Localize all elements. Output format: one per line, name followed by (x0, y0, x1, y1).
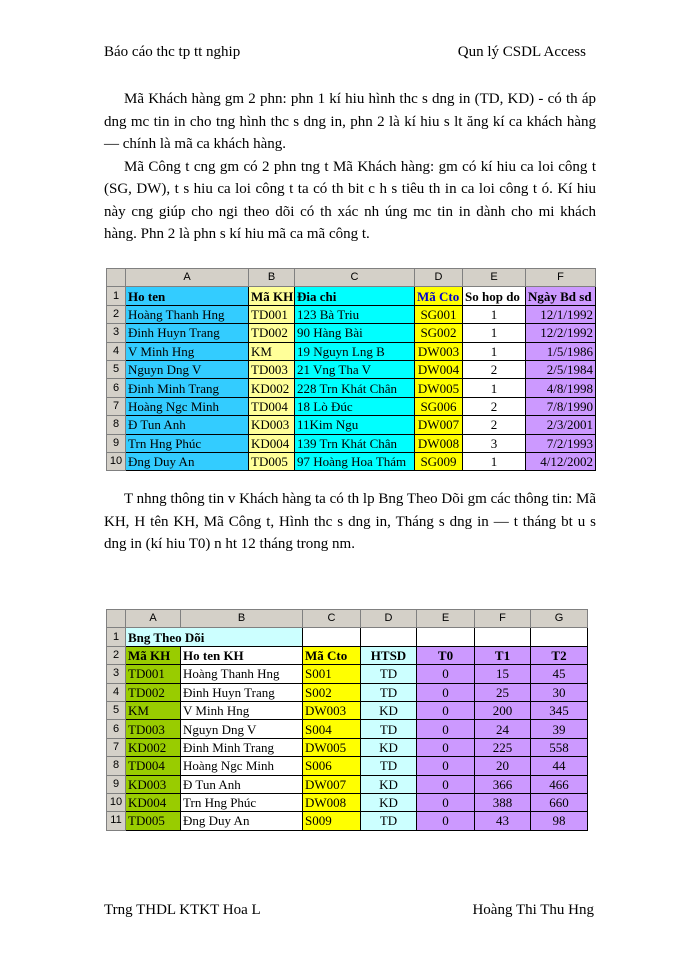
table-cell: 123 Bà Triu (295, 305, 415, 323)
table-cell: 24 (475, 720, 531, 738)
table-cell: TD002 (126, 683, 181, 701)
header-right: Qun lý CSDL Access (457, 44, 586, 60)
table-row (107, 757, 588, 775)
table-row (107, 775, 588, 793)
table-cell: KD002 (249, 379, 295, 397)
row-number: 4 (107, 342, 126, 360)
row-number: 8 (107, 757, 126, 775)
table-cell: Trn Hng Phúc (126, 434, 249, 452)
header-cell: Mã Cto (303, 646, 361, 664)
table-cell: KM (126, 701, 181, 719)
corner-cell (107, 269, 126, 287)
header-cell: Ðia chi (295, 287, 415, 305)
column-header-row (107, 610, 588, 628)
table-cell: 200 (475, 701, 531, 719)
table-cell: 0 (417, 775, 475, 793)
table-cell: Hoàng Ngc Minh (181, 757, 303, 775)
paragraph-tracking: T nhng thông tin v Khách hàng ta có th lp Bng Theo Dõi gm các thông tin: Mã KH, H tên KH, Mã Công t, Hình thc s dng in, Tháng s dng in — t tháng bt u s dng in (kí hiu T0) n ht 12 tháng trong nm. (104, 491, 596, 552)
column-letter: F (475, 610, 531, 628)
table-cell: 466 (531, 775, 588, 793)
table-cell: TD004 (249, 397, 295, 415)
corner-cell (107, 610, 126, 628)
row-number: 10 (107, 452, 126, 470)
table-cell: DW008 (303, 793, 361, 811)
header-row (107, 287, 596, 305)
table-cell: 15 (475, 665, 531, 683)
table-cell: 0 (417, 720, 475, 738)
header-cell: So hop do (463, 287, 526, 305)
row-number: 3 (107, 324, 126, 342)
table-cell: S006 (303, 757, 361, 775)
table-cell: KD004 (126, 793, 181, 811)
table-cell: 1 (463, 452, 526, 470)
header-row (107, 646, 588, 664)
row-number: 2 (107, 646, 126, 664)
table-cell: KD004 (249, 434, 295, 452)
table-cell: 90 Hàng Bài (295, 324, 415, 342)
table-cell: 2 (463, 397, 526, 415)
table-cell: V Minh Hng (181, 701, 303, 719)
header-cell: Ho ten KH (181, 646, 303, 664)
table-cell: 1/5/1986 (526, 342, 596, 360)
table-cell: Hoàng Thanh Hng (126, 305, 249, 323)
table-cell: 0 (417, 793, 475, 811)
table-cell: TD (361, 812, 417, 830)
page-footer (104, 902, 594, 922)
empty-cell (417, 628, 475, 646)
table-cell: S009 (303, 812, 361, 830)
table-cell: 660 (531, 793, 588, 811)
table-cell: 7/8/1990 (526, 397, 596, 415)
table-cell: DW005 (415, 379, 463, 397)
row-number: 2 (107, 305, 126, 323)
table-row (107, 360, 596, 378)
column-letter: G (531, 610, 588, 628)
table-cell: KD (361, 738, 417, 756)
table-row (107, 305, 596, 323)
row-number: 5 (107, 360, 126, 378)
table-row (107, 452, 596, 470)
table-cell: 30 (531, 683, 588, 701)
table-cell: 4/8/1998 (526, 379, 596, 397)
row-number: 7 (107, 397, 126, 415)
customer-sheet (106, 268, 596, 471)
table-cell: 20 (475, 757, 531, 775)
table-cell: TD (361, 683, 417, 701)
table-row (107, 434, 596, 452)
intro-paragraphs (104, 88, 596, 246)
table-cell: 4/12/2002 (526, 452, 596, 470)
table-cell: 1 (463, 305, 526, 323)
table-cell: 45 (531, 665, 588, 683)
column-letter: A (126, 269, 249, 287)
table-cell: 2/5/1984 (526, 360, 596, 378)
table-cell: Hoàng Ngc Minh (126, 397, 249, 415)
table-cell: 12/2/1992 (526, 324, 596, 342)
table-row (107, 379, 596, 397)
header-cell: HTSD (361, 646, 417, 664)
table-cell: Ðinh Huyn Trang (181, 683, 303, 701)
table-cell: 558 (531, 738, 588, 756)
title-row (107, 628, 588, 646)
table-cell: TD (361, 720, 417, 738)
table-cell: 228 Trn Khát Chân (295, 379, 415, 397)
table-row (107, 738, 588, 756)
table-cell: SG006 (415, 397, 463, 415)
table-cell: 366 (475, 775, 531, 793)
table-cell: DW004 (415, 360, 463, 378)
column-letter: B (181, 610, 303, 628)
table-row (107, 793, 588, 811)
table-cell: 98 (531, 812, 588, 830)
table-cell: 97 Hoàng Hoa Thám (295, 452, 415, 470)
table-cell: 1 (463, 379, 526, 397)
table-cell: V Minh Hng (126, 342, 249, 360)
empty-cell (475, 628, 531, 646)
column-header-row (107, 269, 596, 287)
header-cell: T1 (475, 646, 531, 664)
empty-cell (361, 628, 417, 646)
table-cell: DW008 (415, 434, 463, 452)
table-cell: 2 (463, 416, 526, 434)
header-cell: Mã Cto (415, 287, 463, 305)
table-cell: S001 (303, 665, 361, 683)
header-cell: T2 (531, 646, 588, 664)
table-row (107, 342, 596, 360)
paragraph-customer-code: Mã Khách hàng gm 2 phn: phn 1 kí hiu hình thc s dng in (TD, KD) - có th áp dng mc tin in cho tng hình thc s dng in, phn 2 là kí hiu s lt ăng kí ca khách hàng — chính là mã ca khách hàng. (104, 91, 596, 152)
table-cell: Nguyn Dng V (126, 360, 249, 378)
table-row (107, 683, 588, 701)
column-letter: E (417, 610, 475, 628)
table-cell: 25 (475, 683, 531, 701)
table-cell: Ð Tun Anh (181, 775, 303, 793)
table-cell: Ðng Duy An (126, 452, 249, 470)
table-row (107, 701, 588, 719)
header-cell: Ho ten (126, 287, 249, 305)
table-cell: KD003 (126, 775, 181, 793)
table-cell: SG002 (415, 324, 463, 342)
table-cell: DW007 (303, 775, 361, 793)
table-cell: KD (361, 701, 417, 719)
row-number: 11 (107, 812, 126, 830)
table-cell: 0 (417, 812, 475, 830)
empty-cell (531, 628, 588, 646)
table-row (107, 324, 596, 342)
table-cell: 21 Vng Tha V (295, 360, 415, 378)
table-cell: SG009 (415, 452, 463, 470)
table-cell: KM (249, 342, 295, 360)
table-cell: 0 (417, 738, 475, 756)
table-cell: DW003 (303, 701, 361, 719)
table-cell: TD001 (126, 665, 181, 683)
header-cell: Ngày Bd sd (526, 287, 596, 305)
column-letter: E (463, 269, 526, 287)
row-number: 7 (107, 738, 126, 756)
table-row (107, 812, 588, 830)
row-number: 6 (107, 720, 126, 738)
table-cell: 2/3/2001 (526, 416, 596, 434)
table-cell: 2 (463, 360, 526, 378)
table-cell: 39 (531, 720, 588, 738)
table-cell: 43 (475, 812, 531, 830)
table-cell: 345 (531, 701, 588, 719)
table-row (107, 720, 588, 738)
table-cell: 0 (417, 757, 475, 775)
table-cell: 3 (463, 434, 526, 452)
column-letter: A (126, 610, 181, 628)
table-cell: S002 (303, 683, 361, 701)
row-number: 8 (107, 416, 126, 434)
page-header (104, 44, 586, 64)
row-number: 3 (107, 665, 126, 683)
footer-right: Hoàng Thi Thu Hng (472, 902, 594, 918)
header-cell: T0 (417, 646, 475, 664)
table-cell: TD (361, 757, 417, 775)
table-cell: 0 (417, 701, 475, 719)
table-cell: Ðinh Minh Trang (181, 738, 303, 756)
table-cell: Ðinh Huyn Trang (126, 324, 249, 342)
table-cell: Ð Tun Anh (126, 416, 249, 434)
table-cell: 18 Lò Ðúc (295, 397, 415, 415)
table-cell: 7/2/1993 (526, 434, 596, 452)
table-cell: 19 Nguyn Lng B (295, 342, 415, 360)
tracking-paragraph (104, 488, 596, 556)
table-cell: Nguyn Dng V (181, 720, 303, 738)
paragraph-meter-code: Mã Công t cng gm có 2 phn tng t Mã Khách hàng: gm có kí hiu ca loi công t (SG, DW), t s hiu ca loi công t ta có th bit c h s tiêu th in ca loi công t ó. Kí hiu này cng giúp cho ngi theo dõi có th xác nh úng mc tin in dành cho mi khách hàng. Phn 2 là phn s kí hiu mã ca mã công t. (104, 158, 596, 242)
column-letter: C (295, 269, 415, 287)
column-letter: D (415, 269, 463, 287)
table-row (107, 397, 596, 415)
table-cell: KD (361, 793, 417, 811)
table-cell: 388 (475, 793, 531, 811)
table-cell: Hoàng Thanh Hng (181, 665, 303, 683)
table-cell: 1 (463, 324, 526, 342)
table-cell: TD001 (249, 305, 295, 323)
table-cell: 225 (475, 738, 531, 756)
row-number: 9 (107, 775, 126, 793)
column-letter: C (303, 610, 361, 628)
table-cell: Ðng Duy An (181, 812, 303, 830)
column-letter: F (526, 269, 596, 287)
table-cell: TD (361, 665, 417, 683)
table-cell: KD (361, 775, 417, 793)
table-cell: 12/1/1992 (526, 305, 596, 323)
table-cell: TD003 (126, 720, 181, 738)
table-cell: TD005 (249, 452, 295, 470)
row-number: 6 (107, 379, 126, 397)
table-cell: KD003 (249, 416, 295, 434)
table-cell: 0 (417, 665, 475, 683)
tracking-sheet (106, 609, 588, 831)
empty-cell (303, 628, 361, 646)
row-number: 1 (107, 287, 126, 305)
table-cell: TD005 (126, 812, 181, 830)
table-cell: SG001 (415, 305, 463, 323)
table-cell: 139 Trn Khát Chân (295, 434, 415, 452)
table-cell: 44 (531, 757, 588, 775)
footer-left: Trng THDL KTKT Hoa L (104, 902, 261, 918)
table-cell: 1 (463, 342, 526, 360)
table-cell: 11Kim Ngu (295, 416, 415, 434)
table-cell: TD003 (249, 360, 295, 378)
table-cell: 0 (417, 683, 475, 701)
row-number: 9 (107, 434, 126, 452)
column-letter: D (361, 610, 417, 628)
table-cell: DW003 (415, 342, 463, 360)
table-cell: DW005 (303, 738, 361, 756)
table-row (107, 665, 588, 683)
column-letter: B (249, 269, 295, 287)
table-cell: TD002 (249, 324, 295, 342)
table-row (107, 416, 596, 434)
row-number: 1 (107, 628, 126, 646)
table-cell: TD004 (126, 757, 181, 775)
sheet-title: Bng Theo Dõi (126, 628, 303, 646)
table-cell: Ðinh Minh Trang (126, 379, 249, 397)
header-cell: Mã KH (126, 646, 181, 664)
table-cell: Trn Hng Phúc (181, 793, 303, 811)
table-cell: KD002 (126, 738, 181, 756)
header-left: Báo cáo thc tp tt nghip (104, 44, 241, 60)
row-number: 10 (107, 793, 126, 811)
row-number: 5 (107, 701, 126, 719)
table-cell: S004 (303, 720, 361, 738)
table-cell: DW007 (415, 416, 463, 434)
row-number: 4 (107, 683, 126, 701)
header-cell: Mã KH (249, 287, 295, 305)
